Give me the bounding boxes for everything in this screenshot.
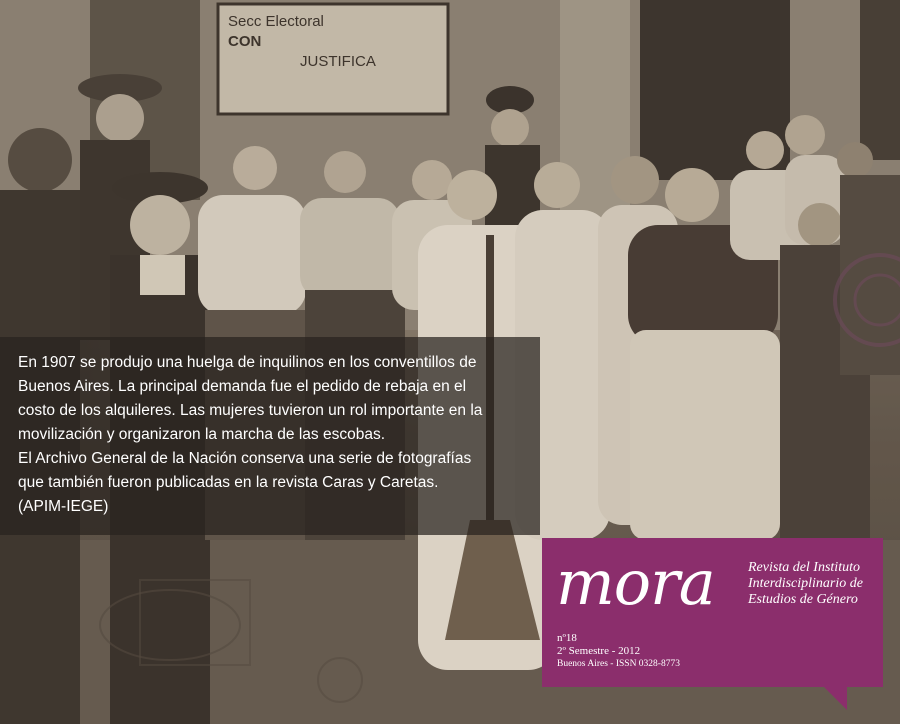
speech-bubble-tail (823, 686, 847, 710)
journal-subtitle: Revista del Instituto Interdisciplinario de Estudios de Género (748, 560, 863, 607)
caption-text: En 1907 se produjo una huelga de inquilinos en los conventillos de Buenos Aires. La principal demanda fue el pedido de rebaja en el costo de los alquileres. Las mujeres tuvieron un rol importante en la movilización y organizaron la marcha de las escobas. El Archivo General de la Nación conserva una serie de fotografías que también fueron publicadas en la revista Caras y Caretas. (APIM-IEGE) (18, 354, 483, 515)
sign-line-1: Secc Electoral (228, 13, 324, 30)
sign-line-3: JUSTIFICA (300, 53, 376, 70)
issue-semester: 2º Semestre - 2012 (557, 645, 641, 657)
sign-line-2: CON (228, 33, 262, 50)
journal-logo: mora (556, 546, 715, 619)
issue-number: nº18 (557, 632, 577, 644)
issue-info (557, 632, 680, 671)
issue-location-issn: Buenos Aires - ISSN 0328-8773 (557, 659, 680, 669)
